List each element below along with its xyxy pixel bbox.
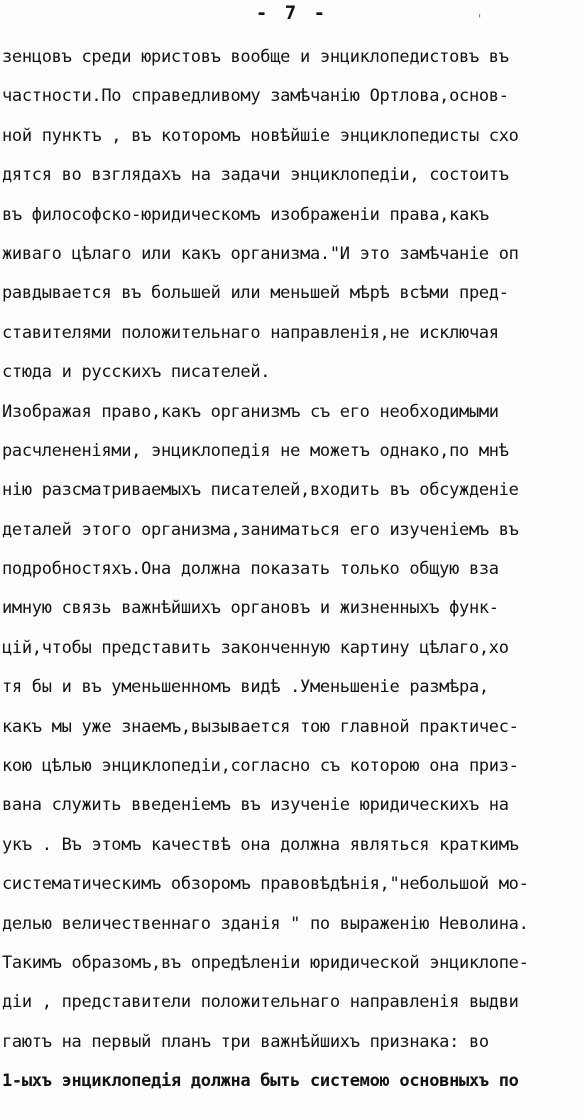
text-line: тя бы и въ уменьшенномъ видѣ .Уменьшеніе размѣра, [2, 677, 489, 698]
text-line: ной пунктъ , въ которомъ новѣйшіе энциклопедисты схо [2, 125, 519, 146]
text-line: въ философско-юридическомъ изображеніи права,какъ [2, 204, 489, 225]
body-text [2, 38, 582, 1102]
text-line: равдывается въ большей или меньшей мѣрѣ всѣми пред- [2, 283, 509, 304]
text-line: нію разсматриваемыхъ писателей,входить въ обсужденіе [2, 480, 519, 501]
text-line: вана служить введеніемъ въ изученіе юридическихъ на [2, 795, 509, 816]
text-line: имную связь важнѣйшихъ органовъ и жизненныхъ функ- [2, 598, 499, 619]
text-line: діи , представители положительнаго направленія выдви [2, 992, 519, 1013]
text-line: систематическимъ обзоромъ правовѣдѣнія,"небольшой мо- [2, 874, 529, 895]
text-line: стюда и русскихъ писателей. [2, 362, 271, 383]
text-line: Такимъ образомъ,въ опредѣленіи юридической энциклопе- [2, 952, 529, 973]
text-line: укъ . Въ этомъ качествѣ она должна являться краткимъ [2, 834, 519, 855]
text-line: Изображая право,какъ организмъ съ его необходимыми [2, 401, 499, 422]
text-line: частности.По справедливому замѣчанію Ортлова,основ- [2, 86, 509, 107]
text-line: ставителями положительнаго направленія,не исключая [2, 322, 499, 343]
text-line: зенцовъ среди юристовъ вообще и энциклопедистовъ въ [2, 47, 509, 67]
text-line: гаютъ на первый планъ три важнѣйшихъ признака: во [2, 1031, 489, 1052]
text-line: подробностяхъ.Она должна показать только общую вза [2, 559, 499, 580]
stray-mark: ' [476, 12, 484, 26]
text-line: 1-ыхъ энциклопедія должна быть системою основныхъ по [2, 1071, 519, 1092]
page-number: - 7 - [255, 2, 329, 24]
text-line: живаго цѣлаго или какъ организма."И это замѣчаніе оп [2, 243, 519, 264]
text-line: расчлененіями, энциклопедія не можетъ однако,по мнѣ [2, 440, 509, 461]
text-line: какъ мы уже знаемъ,вызывается тою главной практичес- [2, 716, 519, 737]
text-line: цій,чтобы представить законченную картину цѣлаго,хо [2, 637, 509, 658]
text-line: кою цѣлью энциклопедіи,согласно съ которою она приз- [2, 756, 519, 777]
text-line: деталей этого организма,заниматься его изученіемъ въ [2, 519, 519, 540]
text-line: делью величественнаго зданія " по выраженію Неволина. [2, 913, 529, 934]
text-line: дятся во взглядахъ на задачи энциклопедіи, состоитъ [2, 165, 509, 186]
